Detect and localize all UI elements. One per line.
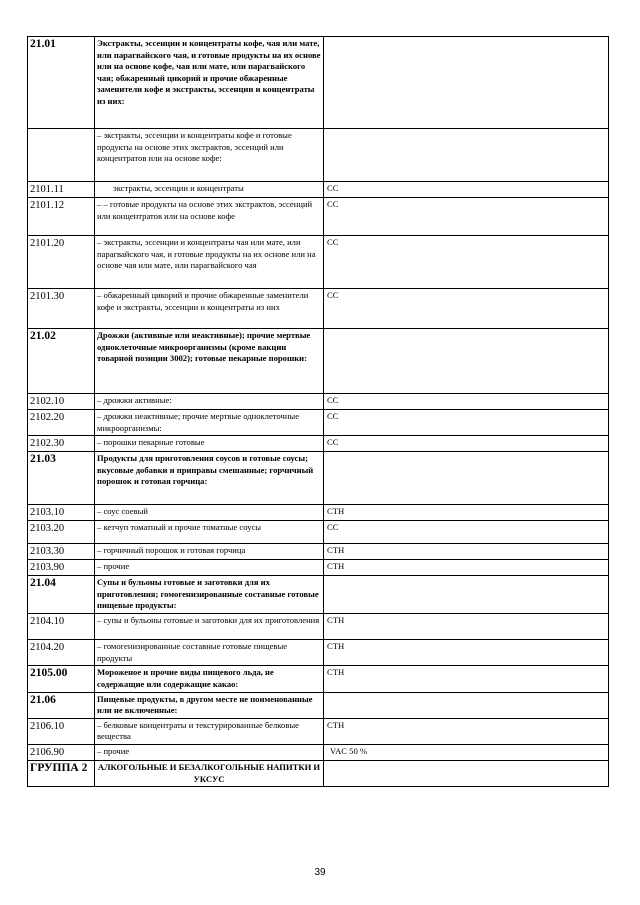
description-cell: – белковые концентраты и текстурированные белковые вещества xyxy=(95,718,324,744)
tariff-table-body xyxy=(28,37,609,787)
origin-rule-cell xyxy=(324,37,609,129)
hs-code-cell: 2104.20 xyxy=(28,640,95,666)
description-cell: – порошки пекарные готовые xyxy=(95,436,324,452)
description-cell: Продукты для приготовления соусов и готовые соусы; вкусовые добавки и приправы смешанные; горчичный порошок и готовая горчица: xyxy=(95,452,324,505)
description-cell: – кетчуп томатный и прочие томатные соусы xyxy=(95,521,324,544)
origin-rule-cell: СС xyxy=(324,236,609,289)
table-row xyxy=(28,560,609,576)
origin-rule-cell: СТН xyxy=(324,640,609,666)
description-cell: – прочие xyxy=(95,560,324,576)
description-cell: – прочие xyxy=(95,744,324,760)
description-cell: – горчичный порошок и готовая горчица xyxy=(95,544,324,560)
hs-code-cell xyxy=(28,129,95,182)
hs-code-cell: 2103.30 xyxy=(28,544,95,560)
hs-code-cell: 2105.00 xyxy=(28,666,95,692)
description-cell: экстракты, эссенции и концентраты xyxy=(95,182,324,198)
description-cell: – дрожжи неактивные; прочие мертвые одноклеточные микроорганизмы: xyxy=(95,410,324,436)
origin-rule-cell: СТН xyxy=(324,544,609,560)
table-row xyxy=(28,436,609,452)
hs-code-cell: 21.04 xyxy=(28,576,95,614)
heading-row xyxy=(28,760,609,786)
origin-rule-cell: VAC 50 % xyxy=(324,744,609,760)
origin-rule-cell xyxy=(324,760,609,786)
description-cell: – гомогенизированные составные готовые пищевые продукты xyxy=(95,640,324,666)
description-cell: Экстракты, эссенции и концентраты кофе, чая или мате, или парагвайского чая, и готовые продукты на их основе или на основе кофе, чая или мате, или парагвайского чая; обжаренный цикорий и прочие обжаренные заменители кофе и экстракты, эссенции и концентраты из них: xyxy=(95,37,324,129)
hs-code-cell: 2103.90 xyxy=(28,560,95,576)
table-row xyxy=(28,129,609,182)
description-cell: – соус соевый xyxy=(95,505,324,521)
origin-rule-cell: СС xyxy=(324,436,609,452)
description-cell: – экстракты, эссенции и концентраты кофе и готовые продукты на основе этих экстрактов, эссенций или концентратов или на основе кофе: xyxy=(95,129,324,182)
hs-code-cell: 21.06 xyxy=(28,692,95,718)
hs-code-cell: 2103.20 xyxy=(28,521,95,544)
origin-rule-cell: СС xyxy=(324,182,609,198)
hs-code-cell: 2106.90 xyxy=(28,744,95,760)
table-row xyxy=(28,236,609,289)
table-row xyxy=(28,198,609,236)
table-row xyxy=(28,289,609,329)
heading-row xyxy=(28,692,609,718)
heading-row xyxy=(28,666,609,692)
table-row xyxy=(28,744,609,760)
description-cell: – экстракты, эссенции и концентраты чая или мате, или парагвайского чая, и готовые продукты на их основе или на основе чая или мате, или парагвайского чая xyxy=(95,236,324,289)
description-cell: Пищевые продукты, в другом месте не поименованные или не включенные: xyxy=(95,692,324,718)
table-row xyxy=(28,394,609,410)
hs-code-cell: 2106.10 xyxy=(28,718,95,744)
origin-rule-cell: СТН xyxy=(324,666,609,692)
table-row xyxy=(28,182,609,198)
table-row xyxy=(28,410,609,436)
description-cell: – супы и бульоны готовые и заготовки для их приготовления xyxy=(95,614,324,640)
origin-rule-cell: СС xyxy=(324,394,609,410)
description-cell: Супы и бульоны готовые и заготовки для их приготовления; гомогенизированные составные готовые пищевые продукты: xyxy=(95,576,324,614)
table-row xyxy=(28,614,609,640)
heading-row xyxy=(28,452,609,505)
hs-code-cell: 2102.30 xyxy=(28,436,95,452)
table-row xyxy=(28,640,609,666)
hs-code-cell: 21.02 xyxy=(28,329,95,394)
description-cell: АЛКОГОЛЬНЫЕ И БЕЗАЛКОГОЛЬНЫЕ НАПИТКИ И УКСУС xyxy=(95,760,324,786)
description-cell: – обжаренный цикорий и прочие обжаренные заменители кофе и экстракты, эссенции и концентраты из них xyxy=(95,289,324,329)
hs-code-cell: 2102.10 xyxy=(28,394,95,410)
table-row xyxy=(28,521,609,544)
origin-rule-cell: СС xyxy=(324,289,609,329)
table-row xyxy=(28,718,609,744)
hs-code-cell: 2104.10 xyxy=(28,614,95,640)
origin-rule-cell xyxy=(324,452,609,505)
page-number: 39 xyxy=(314,867,326,878)
hs-code-cell: 2103.10 xyxy=(28,505,95,521)
origin-rule-cell: СТН xyxy=(324,718,609,744)
hs-code-cell: 2101.11 xyxy=(28,182,95,198)
origin-rule-cell: СС xyxy=(324,521,609,544)
description-cell: Мороженое и прочие виды пищевого льда, не содержащие или содержащие какао: xyxy=(95,666,324,692)
table-row xyxy=(28,505,609,521)
hs-code-cell: 21.01 xyxy=(28,37,95,129)
heading-row xyxy=(28,576,609,614)
origin-rule-cell: СТН xyxy=(324,614,609,640)
origin-rule-cell: СС xyxy=(324,198,609,236)
heading-row xyxy=(28,329,609,394)
description-cell: – дрожжи активные: xyxy=(95,394,324,410)
origin-rule-cell xyxy=(324,129,609,182)
hs-code-cell: 2101.12 xyxy=(28,198,95,236)
hs-code-cell: 2101.20 xyxy=(28,236,95,289)
hs-code-cell: 2102.20 xyxy=(28,410,95,436)
hs-code-cell: ГРУППА 2 xyxy=(28,760,95,786)
tariff-table xyxy=(27,36,609,787)
description-cell: Дрожжи (активные или неактивные); прочие мертвые одноклеточные микроорганизмы (кроме вакцин товарной позиции 3002); готовые пекарные порошки: xyxy=(95,329,324,394)
table-row xyxy=(28,544,609,560)
hs-code-cell: 2101.30 xyxy=(28,289,95,329)
origin-rule-cell: СТН xyxy=(324,505,609,521)
hs-code-cell: 21.03 xyxy=(28,452,95,505)
origin-rule-cell xyxy=(324,692,609,718)
description-cell: – – готовые продукты на основе этих экстрактов, эссенций или концентратов или на основе кофе xyxy=(95,198,324,236)
origin-rule-cell: СТН xyxy=(324,560,609,576)
origin-rule-cell xyxy=(324,329,609,394)
heading-row xyxy=(28,37,609,129)
origin-rule-cell: СС xyxy=(324,410,609,436)
origin-rule-cell xyxy=(324,576,609,614)
